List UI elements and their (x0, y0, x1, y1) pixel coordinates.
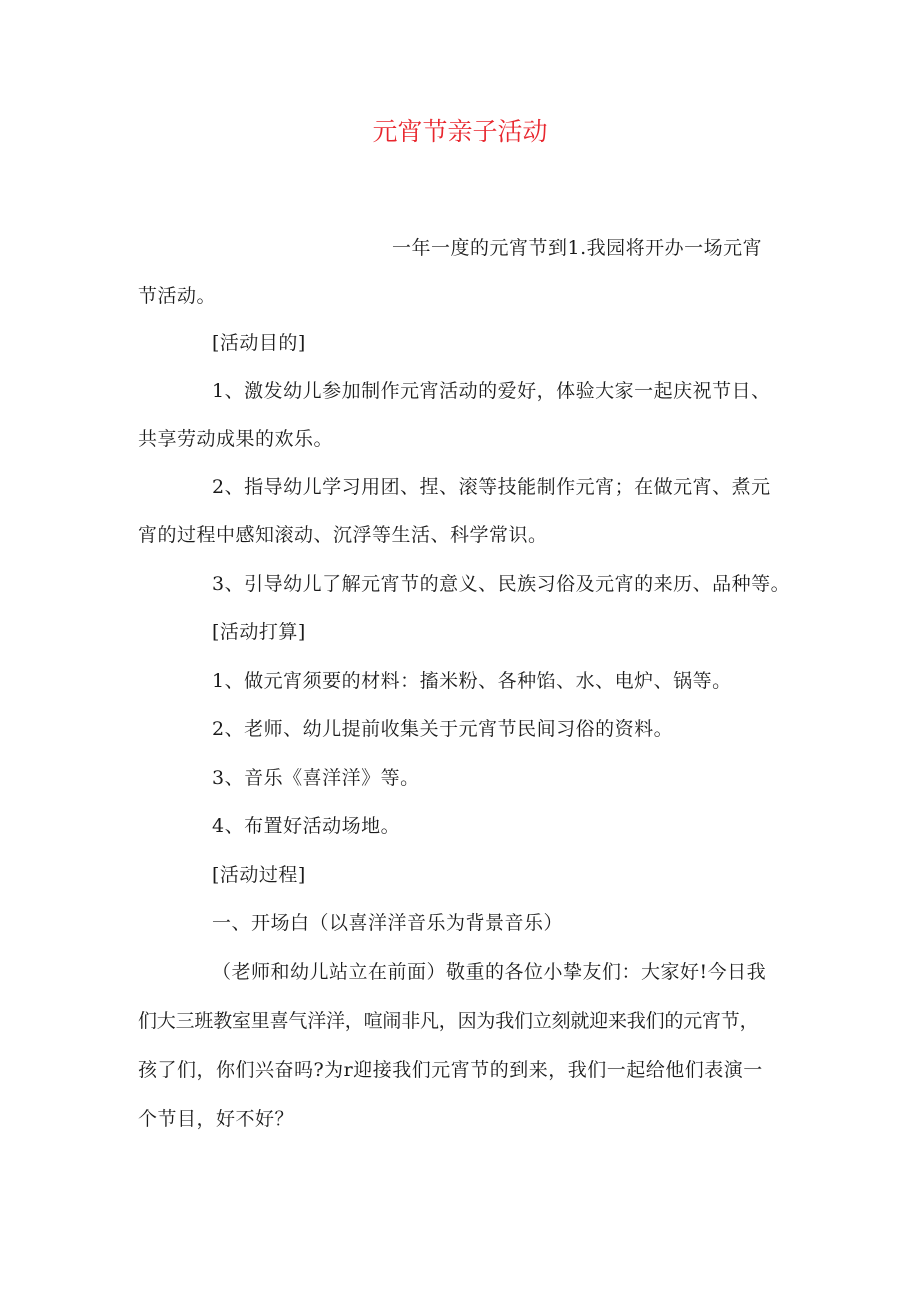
document-title: 元宵节亲子活动 (372, 117, 548, 146)
intro-line-1: 一年一度的元宵节到1.我园将开办一场元宵 (392, 237, 763, 259)
plan-item-3: 3、音乐《喜洋洋》等。 (212, 767, 420, 789)
goal-item-2-line-2: 宵的过程中感知滚动、沉浮等生活、科学常识。 (138, 524, 548, 546)
speech-line-3: 孩了们，你们兴奋吗?为r迎接我们元宵节的到来，我们一起给他们表演一 (138, 1059, 763, 1081)
plan-item-4: 4、布置好活动场地。 (212, 815, 401, 837)
goal-heading: [活动目的] (212, 332, 306, 354)
goal-item-1-line-1: 1、激发幼儿参加制作元宵活动的爱好，体验大家一起庆祝节日、 (212, 380, 771, 402)
goal-item-3: 3、引导幼儿了解元宵节的意义、民族习俗及元宵的来历、品种等。 (212, 573, 791, 595)
process-heading: [活动过程] (212, 864, 306, 886)
plan-item-2: 2、老师、幼儿提前收集关于元宵节民间习俗的资料。 (212, 718, 674, 740)
plan-heading: [活动打算] (212, 621, 306, 643)
goal-item-2-line-1: 2、指导幼儿学习用团、捏、滚等技能制作元宵；在做元宵、煮元 (212, 476, 771, 498)
process-item-1: 一、开场白（以喜洋洋音乐为背景音乐） (212, 912, 564, 934)
speech-line-2: 们大三班教室里喜气洋洋，喧闹非凡，因为我们立刻就迎来我们的元宵节， (138, 1010, 759, 1032)
intro-line-2: 节活动。 (138, 285, 217, 307)
speech-line-4: 个节目，好不好？ (138, 1108, 295, 1130)
plan-item-1: 1、做元宵须要的材料：搐米粉、各种馅、水、电炉、锅等。 (212, 670, 732, 692)
speech-line-1: （老师和幼儿站立在前面）敬重的各位小挚友们：大家好!今日我 (212, 961, 767, 983)
goal-item-1-line-2: 共享劳动成果的欢乐。 (138, 428, 334, 450)
